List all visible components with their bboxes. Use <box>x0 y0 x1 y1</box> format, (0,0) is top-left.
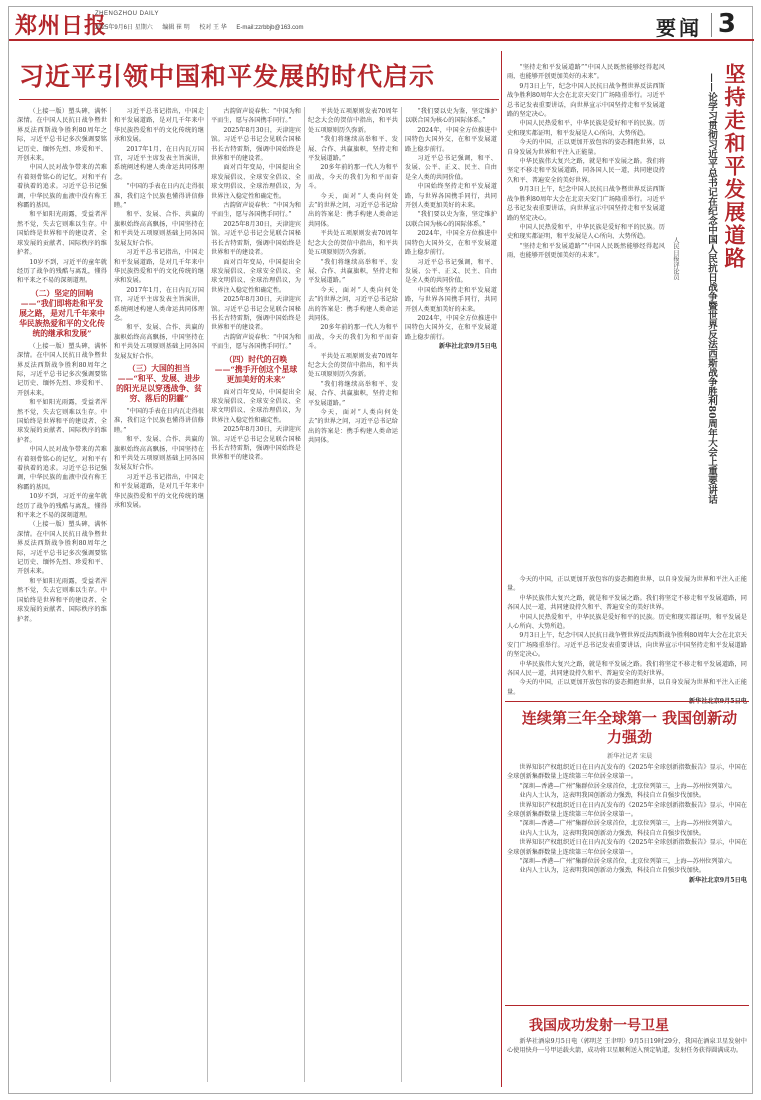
paragraph: 2024年，中国全方位推进中国特色大国外交，在和平发展道路上稳步前行。 <box>405 126 497 153</box>
paragraph: 9月3日上午，纪念中国人民抗日战争暨世界反法西斯战争胜利80周年大会在北京天安门广场隆重举行。习近平总书记发表重要讲话，向世界宣示中国坚持走和平发展道路的坚定决心。 <box>507 186 665 222</box>
paragraph: 习近平总书记指出，中国走和平发展道路，是对几千年来中华民族热爱和平的文化传统的继承和发展。 <box>114 108 204 144</box>
paragraph: 和平、发展、合作、共赢的旗帜始终高高飘扬，中国坚持在和平共处五项原则基础上同各国发展友好合作。 <box>114 324 204 360</box>
proofreader: 校对 王 华 <box>199 25 227 31</box>
paragraph: 业内人士认为，这表明我国创新动力强劲，科技自立自强步伐加快。 <box>519 792 706 800</box>
section-rule <box>505 1005 749 1006</box>
article2-byline: 新华社记者 宋晨 <box>607 753 653 760</box>
editor: 编辑 崔 明 <box>162 25 190 31</box>
paragraph: 新华社酒泉9月5日电（郭明芝 王聿明）9月5日19时29分，我国在酒泉卫星发射中心使用快舟一号甲运载火箭，成功将卫星顺利送入预定轨道，发射任务获得圆满成功。 <box>507 1038 747 1055</box>
paragraph: （上接一版）塑头碑，满怀深情。在中国人民抗日战争暨世界反法西斯战争胜利80周年之际，习近平总书记多次强调要铭记历史、缅怀先烈、珍爱和平、开创未来。 <box>17 342 107 397</box>
paragraph: 2024年，中国全方位推进中国特色大国外交，在和平发展道路上稳步前行。 <box>405 230 497 257</box>
paragraph: 中国人民热爱和平，中华民族是爱好和平的民族。历史和现实都证明，和平发展是人心所向、大势所趋。 <box>507 120 665 137</box>
paragraph: 今天，面对“人类向何处去”的世界之问，习近平总书记给出的答案是：携手构建人类命运共同体。 <box>308 192 398 228</box>
paragraph: 面对百年变局，中国提出全球发展倡议、全球安全倡议、全球文明倡议、全球治理倡议，为世界注入稳定性和确定性。 <box>211 164 301 200</box>
main-article-column-3 <box>211 107 301 1087</box>
paragraph: “我们要以史为鉴，坚定维护以联合国为核心的国际体系。” <box>405 108 497 125</box>
main-article-column-2 <box>114 107 204 1087</box>
paragraph: “深圳—香港—广州”集群位居全球首位，北京位列第三，上海—苏州位列第六。 <box>519 782 737 790</box>
paragraph: “深圳—香港—广州”集群位居全球首位，北京位列第三，上海—苏州位列第六。 <box>519 820 737 828</box>
paragraph: 中国人民热爱和平，中华民族是爱好和平的民族。历史和现实都证明，和平发展是人心所向、大势所趋。 <box>507 613 747 631</box>
paragraph: 2017年1月，在日内瓦万国宫，习近平主席发表主旨演讲，系统阐述构建人类命运共同体理念。 <box>114 286 204 322</box>
article2-body <box>507 763 747 999</box>
paragraph: 和平如阳光雨露，受益者浑然不觉，失去它则难以生存。中国始终是世界和平的建设者、全球发展的贡献者、国际秩序的维护者。 <box>17 399 107 444</box>
paragraph: 中国人民热爱和平，中华民族是爱好和平的民族。历史和现实都证明，和平发展是人心所向、大势所趋。 <box>507 223 665 241</box>
paragraph: 和平、发展、合作、共赢的旗帜始终高高飘扬，中国坚持在和平共处五项原则基础上同各国发展友好合作。 <box>114 211 204 247</box>
paragraph: 今天的中国，正以更加开放包容的姿态拥抱世界，以自身发展为世界和平注入正能量。 <box>507 139 665 156</box>
commentary-author: 人民日报评论员 <box>672 237 679 281</box>
paragraph: 今天的中国，正以更加开放包容的姿态拥抱世界，以自身发展为世界和平注入正能量。 <box>507 576 747 593</box>
paragraph: 中国人民对战争带来的苦难有着刻骨铭心的记忆，对和平有着执着的追求。习近平总书记强调，中华民族的血液中没有称王称霸的基因。 <box>17 164 107 210</box>
masthead-divider <box>711 13 712 37</box>
paragraph: 世界知识产权组织近日在日内瓦发布的《2025年全球创新指数报告》显示，中国在全球创新集群数量上连续第三年位居全球第一。 <box>507 801 747 819</box>
paragraph: 平共处五项原则发表70周年纪念大会的贺信中指出，和平共处五项原则历久弥新。 <box>308 108 398 134</box>
commentary-body <box>507 63 665 573</box>
paragraph: 习近平总书记指出，中国走和平发展道路，是对几千年来中华民族热爱和平的文化传统的继承和发展。 <box>114 249 204 285</box>
column-divider <box>207 107 208 1082</box>
main-article-column-1 <box>17 107 107 1087</box>
main-article-column-5 <box>405 107 497 1087</box>
article2-title: 连续第三年全球第一 我国创新动力强劲 <box>521 709 738 746</box>
paragraph: 和平、发展、合作、共赢的旗帜始终高高飘扬，中国坚持在和平共处五项原则基础上同各国发展友好合作。 <box>114 436 204 472</box>
paragraph: 2025年8月30日，天津迎宾馆。习近平总书记会见联合国秘书长古特雷斯，强调中国始终是世界和平的建设者。 <box>211 296 301 332</box>
paragraph: 古韵留声说春秋：“中国为和平而生，愿与各国携手同行。” <box>211 108 301 125</box>
paragraph: 古韵留声说春秋：“中国为和平而生，愿与各国携手同行。” <box>211 202 301 219</box>
paragraph: 中华民族伟大复兴之路，就是和平发展之路。我们将坚定不移走和平发展道路，同各国人民一道，共同建设持久和平、普遍安全的美好世界。 <box>507 158 665 184</box>
paragraph: “我们要以史为鉴，坚定维护以联合国为核心的国际体系。” <box>405 211 497 228</box>
article2-signature: 新华社北京9月5日电 <box>688 876 747 884</box>
paragraph: 今天，面对“人类向何处去”的世界之问，习近平总书记给出的答案是：携手构建人类命运共同体。 <box>308 409 398 445</box>
paragraph: “中国的手表在日内瓦走得很准，我们这个民族也懂得讲信修睦。” <box>114 407 204 434</box>
paragraph: 平共处五项原则发表70周年纪念大会的贺信中指出，和平共处五项原则历久弥新。 <box>308 352 398 379</box>
paragraph: 2025年8月30日，天津迎宾馆。习近平总书记会见联合国秘书长古特雷斯，强调中国始终是世界和平的建设者。 <box>211 126 301 163</box>
paragraph: 面对百年变局，中国提出全球发展倡议、全球安全倡议、全球文明倡议、全球治理倡议，为世界注入稳定性和确定性。 <box>211 388 301 424</box>
paragraph: 2024年，中国全方位推进中国特色大国外交，在和平发展道路上稳步前行。 <box>405 314 497 341</box>
paragraph: 20多年前的那一代人为和平而战，今天的我们为和平而奋斗。 <box>308 324 398 351</box>
paragraph: 中华民族伟大复兴之路，就是和平发展之路。我们将坚定不移走和平发展道路，同各国人民一道，共同建设持久和平、普遍安全的美好世界。 <box>507 660 747 678</box>
masthead <box>9 7 754 41</box>
paragraph: （上接一版）塑头碑，满怀深情。在中国人民抗日战争暨世界反法西斯战争胜利80周年之际，习近平总书记多次强调要铭记历史、缅怀先烈、珍爱和平、开创未来。 <box>17 521 107 576</box>
commentary-title: 坚持走和平发展道路 <box>722 63 747 270</box>
paragraph: 2017年1月，在日内瓦万国宫，习近平主席发表主旨演讲，系统阐述构建人类命运共同体理念。 <box>114 145 204 181</box>
main-article-signature: 新华社北京9月5日电 <box>438 343 497 351</box>
paragraph: “中国的手表在日内瓦走得很准，我们这个民族也懂得讲信修睦。” <box>114 183 204 210</box>
section-rule <box>505 701 749 702</box>
issue-date: 2025年9月6日 星期六 <box>95 25 153 31</box>
paragraph: 习近平总书记指出，中国走和平发展道路，是对几千年来中华民族热爱和平的文化传统的继承和发展。 <box>114 473 204 510</box>
page-number: 3 <box>717 9 736 39</box>
email: E-mail:zzrbbjb@163.com <box>236 25 304 31</box>
paragraph: 10岁不到，习近平的童年就经历了战争的残酷与离乱，懂得和平来之不易的深刻道理。 <box>17 493 107 520</box>
headline-rule <box>19 99 499 100</box>
paragraph: “深圳—香港—广州”集群位居全球首位，北京位列第三，上海—苏州位列第六。 <box>519 858 737 866</box>
column-divider <box>304 107 305 1082</box>
paragraph: 世界知识产权组织近日在日内瓦发布的《2025年全球创新指数报告》显示，中国在全球创新集群数量上连续第三年位居全球第一。 <box>507 839 747 856</box>
newspaper-logo-en: ZHENGZHOU DAILY <box>95 11 160 17</box>
section-divider <box>501 51 502 1087</box>
paragraph: 业内人士认为，这表明我国创新动力强劲，科技自立自强步伐加快。 <box>519 867 706 875</box>
subheading-3: （三）大国的担当——“和平、发展、进步的阳光足以穿透战争、贫穷、落后的阴霾” <box>116 363 202 403</box>
subheading-4: （四）时代的召唤——“携手开创这个星球更加美好的未来” <box>214 354 298 384</box>
paragraph: 中国始终坚持走和平发展道路，与世界各国携手同行，共同开创人类更加美好的未来。 <box>405 183 497 210</box>
paragraph: 面对百年变局，中国提出全球发展倡议、全球安全倡议、全球文明倡议、全球治理倡议，为世界注入稳定性和确定性。 <box>211 258 301 294</box>
paragraph: 9月3日上午，纪念中国人民抗日战争暨世界反法西斯战争胜利80周年大会在北京天安门广场隆重举行。习近平总书记发表重要讲话，向世界宣示中国坚持走和平发展道路的坚定决心。 <box>507 82 665 119</box>
paragraph: “我们将继续高举和平、发展、合作、共赢旗帜，坚持走和平发展道路。” <box>308 136 398 163</box>
paragraph: “我们将继续高举和平、发展、合作、共赢旗帜，坚持走和平发展道路。” <box>308 258 398 285</box>
paragraph: 今天，面对“人类向何处去”的世界之问，习近平总书记给出的答案是：携手构建人类命运共同体。 <box>308 286 398 322</box>
paragraph: 中国始终坚持走和平发展道路，与世界各国携手同行，共同开创人类更加美好的未来。 <box>405 286 497 313</box>
paragraph: 9月3日上午，纪念中国人民抗日战争暨世界反法西斯战争胜利80周年大会在北京天安门广场隆重举行。习近平总书记发表重要讲话，向世界宣示中国坚持走和平发展道路的坚定决心。 <box>507 632 747 659</box>
paragraph: 平共处五项原则发表70周年纪念大会的贺信中指出，和平共处五项原则历久弥新。 <box>308 230 398 257</box>
paragraph: 2025年8月30日，天津迎宾馆。习近平总书记会见联合国秘书长古特雷斯，强调中国始终是世界和平的建设者。 <box>211 426 301 462</box>
paragraph: 和平如阳光雨露，受益者浑然不觉，失去它则难以生存。中国始终是世界和平的建设者、全球发展的贡献者、国际秩序的维护者。 <box>17 211 107 257</box>
main-headline: 习近平引领中国和平发展的时代启示 <box>19 62 436 91</box>
paragraph: 10岁不到，习近平的童年就经历了战争的残酷与离乱，懂得和平来之不易的深刻道理。 <box>17 258 107 285</box>
paragraph: “坚持走和平发展道路”“中国人民既然能够经得起风雨，也能够开创更加美好的未来”。 <box>507 242 665 260</box>
paragraph: 和平如阳光雨露，受益者浑然不觉，失去它则难以生存。中国始终是世界和平的建设者、全球发展的贡献者、国际秩序的维护者。 <box>17 577 107 623</box>
column-divider <box>110 107 111 1082</box>
article3-title: 我国成功发射一号卫星 <box>529 1018 669 1034</box>
main-article-column-4 <box>308 107 398 1087</box>
paragraph: 中华民族伟大复兴之路，就是和平发展之路。我们将坚定不移走和平发展道路，同各国人民一道，共同建设持久和平、普遍安全的美好世界。 <box>507 594 747 612</box>
paragraph: 世界知识产权组织近日在日内瓦发布的《2025年全球创新指数报告》显示，中国在全球创新集群数量上连续第三年位居全球第一。 <box>507 764 747 781</box>
paragraph: 习近平总书记强调，和平、发展、公平、正义、民主、自由是全人类的共同价值。 <box>405 258 497 285</box>
paragraph: 古韵留声说春秋：“中国为和平而生，愿与各国携手同行。” <box>211 333 301 351</box>
paragraph: （上接一版）塑头碑，满怀深情。在中国人民抗日战争暨世界反法西斯战争胜利80周年之际，习近平总书记多次强调要铭记历史、缅怀先烈、珍爱和平、开创未来。 <box>17 108 107 163</box>
column-divider <box>401 107 402 1082</box>
commentary-subtitle: ——论学习贯彻习近平总书记在纪念中国人民抗日战争暨世界反法西斯战争胜利80周年大会上重要讲话 <box>706 73 717 505</box>
paragraph: 今天的中国，正以更加开放包容的姿态拥抱世界，以自身发展为世界和平注入正能量。 <box>507 679 747 696</box>
paragraph: 20多年前的那一代人为和平而战，今天的我们为和平而奋斗。 <box>308 164 398 191</box>
section-title: 要闻 <box>656 16 702 40</box>
paragraph: 2025年8月30日，天津迎宾馆。习近平总书记会见联合国秘书长古特雷斯，强调中国始终是世界和平的建设者。 <box>211 220 301 257</box>
paragraph: 中国人民对战争带来的苦难有着刻骨铭心的记忆，对和平有着执着的追求。习近平总书记强调，中华民族的血液中没有称王称霸的基因。 <box>17 446 107 491</box>
paragraph: “坚持走和平发展道路”“中国人民既然能够经得起风雨，也能够开创更加美好的未来”。 <box>507 64 665 81</box>
article3-body <box>507 1037 747 1087</box>
paragraph: 习近平总书记强调，和平、发展、公平、正义、民主、自由是全人类的共同价值。 <box>405 155 497 181</box>
commentary-body-lower <box>507 575 747 695</box>
paragraph: “我们将继续高举和平、发展、合作、共赢旗帜，坚持走和平发展道路。” <box>308 380 398 407</box>
newspaper-page <box>8 6 753 1094</box>
newspaper-logo: 郑州日报 <box>15 13 108 39</box>
paragraph: 业内人士认为，这表明我国创新动力强劲，科技自立自强步伐加快。 <box>519 829 706 837</box>
masthead-meta <box>95 22 312 31</box>
subheading-2: （二）坚定的回响——“我们即将赴和平发展之路，是对几千年来中华民族热爱和平的文化传统的继承和发展” <box>19 288 105 338</box>
